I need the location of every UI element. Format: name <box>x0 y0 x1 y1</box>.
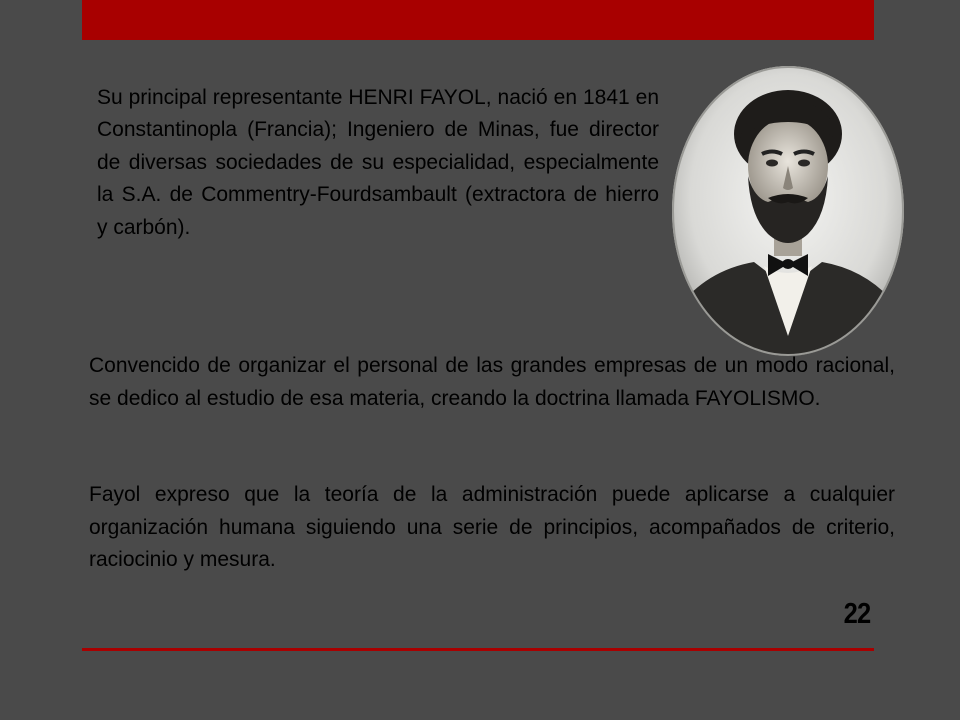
page-number: 22 <box>843 598 870 630</box>
paragraph-intro: Su principal representante HENRI FAYOL, nació en 1841 en Constantinopla (Francia); Ingeniero de Minas, fue director de diversas sociedades de su especialidad, especialmente la S.A. de Commentry-Fourdsambault (extractora de hierro y carbón). <box>97 86 659 239</box>
bottom-rule <box>82 648 874 651</box>
paragraph-theory: Fayol expreso que la teoría de la administración puede aplicarse a cualquier organización humana siguiendo una serie de principios, acompañados de criterio, raciocinio y mesura. <box>89 483 895 571</box>
paragraph-fayolismo: Convencido de organizar el personal de las grandes empresas de un modo racional, se dedico al estudio de esa materia, creando la doctrina llamada FAYOLISMO. <box>89 354 895 410</box>
portrait-photo-icon <box>672 66 904 356</box>
top-banner <box>82 0 874 40</box>
